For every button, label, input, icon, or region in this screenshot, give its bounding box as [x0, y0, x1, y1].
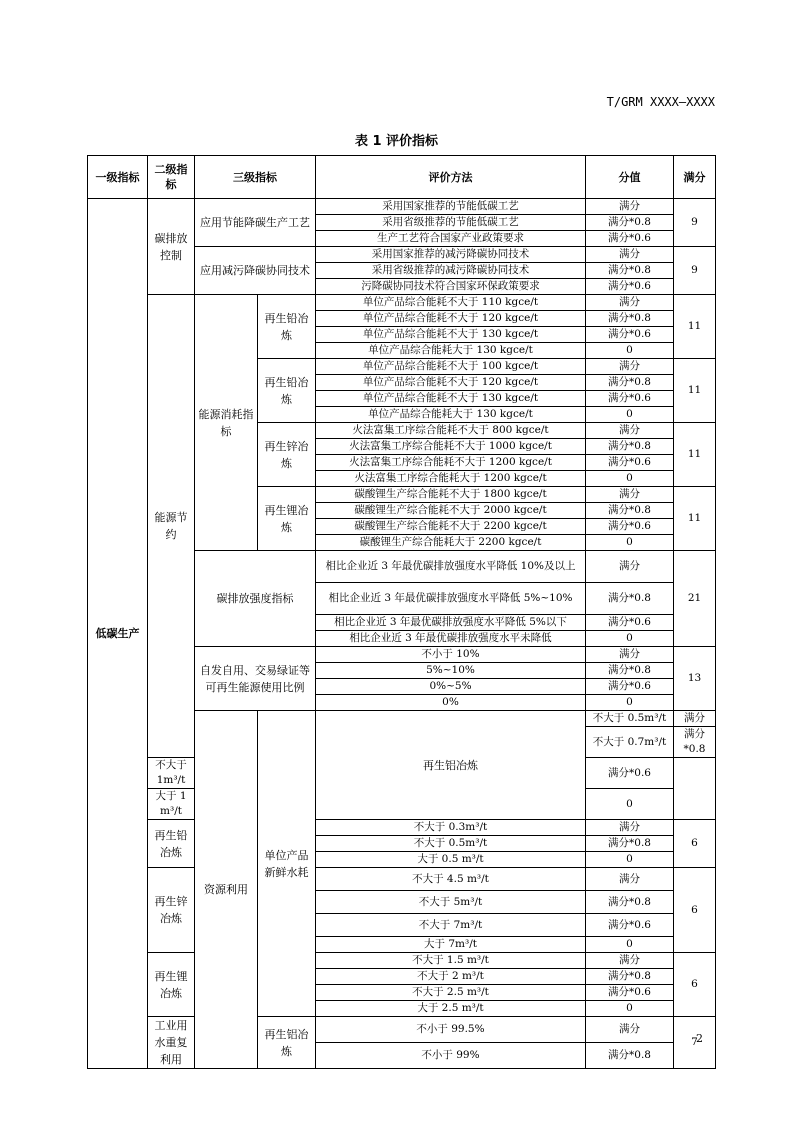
score-cell: 0: [586, 852, 674, 868]
method-cell: 碳酸锂生产综合能耗不大于 2200 kgce/t: [316, 519, 586, 535]
score-cell: 满分*0.6: [586, 615, 674, 631]
method-cell: 不大于 0.3m³/t: [316, 820, 586, 836]
method-cell: 不大于 0.5m³/t: [316, 836, 586, 852]
score-cell: 满分: [586, 423, 674, 439]
method-cell: 碳酸锂生产综合能耗大于 2200 kgce/t: [316, 535, 586, 551]
score-cell: 满分*0.8: [586, 663, 674, 679]
method-cell: 不大于 1.5 m³/t: [316, 953, 586, 969]
method-cell: 火法富集工序综合能耗不大于 1000 kgce/t: [316, 439, 586, 455]
score-cell: 满分*0.8: [586, 1043, 674, 1069]
evaluation-indicator-table: [87, 155, 716, 1069]
method-cell: 碳酸锂生产综合能耗不大于 2000 kgce/t: [316, 503, 586, 519]
score-cell: 满分*0.8: [586, 891, 674, 914]
score-cell: 满分: [586, 247, 674, 263]
score-cell: 满分*0.6: [586, 455, 674, 471]
score-cell: 满分*0.8: [586, 503, 674, 519]
method-cell: 0%~5%: [316, 679, 586, 695]
score-cell: 满分*0.8: [586, 969, 674, 985]
table-row: [88, 868, 716, 891]
method-cell: 单位产品综合能耗不大于 120 kgce/t: [316, 375, 586, 391]
score-cell: 满分: [586, 820, 674, 836]
method-cell: 碳酸锂生产综合能耗不大于 1800 kgce/t: [316, 487, 586, 503]
score-cell: 满分*0.8: [586, 215, 674, 231]
sub-recycled-lithium-smelting: 再生锂冶炼: [258, 487, 316, 551]
score-cell: 满分: [586, 551, 674, 583]
method-cell: 大于 7m³/t: [316, 937, 586, 953]
full-score-cell: 6: [674, 820, 716, 868]
level3-water-reuse: 工业用水重复利用: [148, 1017, 195, 1069]
method-cell: 大于 0.5 m³/t: [316, 852, 586, 868]
method-cell: 火法富集工序综合能耗不大于 800 kgce/t: [316, 423, 586, 439]
score-cell: 满分*0.6: [586, 391, 674, 407]
method-cell: 单位产品综合能耗不大于 120 kgce/t: [316, 311, 586, 327]
score-cell: 0: [586, 535, 674, 551]
full-score-cell: 6: [674, 868, 716, 953]
score-cell: 满分*0.8: [586, 375, 674, 391]
table-row: [88, 295, 716, 311]
col-header-level2: 二级指标: [148, 156, 195, 199]
score-cell: 0: [586, 407, 674, 423]
method-cell: 相比企业近 3 年最优碳排放强度水平未降低: [316, 631, 586, 647]
score-cell: 满分*0.6: [586, 519, 674, 535]
score-cell: 0: [586, 471, 674, 487]
sub-recycled-lead-smelting: 再生铅冶炼: [258, 359, 316, 423]
score-cell: 满分*0.8: [586, 311, 674, 327]
full-score-cell: 9: [674, 199, 716, 247]
full-score-cell: 11: [674, 487, 716, 551]
method-cell: 单位产品综合能耗不大于 100 kgce/t: [316, 359, 586, 375]
level2-energy-saving: 能源节约: [148, 295, 195, 758]
score-cell: 满分: [586, 953, 674, 969]
method-cell: 采用国家推荐的减污降碳协同技术: [316, 247, 586, 263]
sub-recycled-aluminum-smelting: 再生铝冶炼: [316, 711, 586, 820]
method-cell: 单位产品综合能耗不大于 110 kgce/t: [316, 295, 586, 311]
col-header-score: 分值: [586, 156, 674, 199]
sub-recycled-lead-smelting: 再生铅冶炼: [258, 295, 316, 359]
method-cell: 单位产品综合能耗大于 130 kgce/t: [316, 407, 586, 423]
method-cell: 不大于 1m³/t: [148, 758, 195, 789]
level3-energy-saving-process: 应用节能降碳生产工艺: [195, 199, 316, 247]
method-cell: 不大于 2 m³/t: [316, 969, 586, 985]
method-cell: 不大于 4.5 m³/t: [316, 868, 586, 891]
score-cell: 0: [586, 631, 674, 647]
score-cell: 0: [586, 695, 674, 711]
method-cell: 单位产品综合能耗大于 130 kgce/t: [316, 343, 586, 359]
method-cell: 不小于 10%: [316, 647, 586, 663]
table-caption: 表 1 评价指标: [354, 134, 439, 149]
score-cell: 满分*0.6: [586, 679, 674, 695]
level3-fresh-water-consumption: 单位产品新鲜水耗: [258, 711, 316, 1017]
full-score-cell: 9: [674, 247, 716, 295]
full-score-cell: 7: [674, 1017, 716, 1069]
score-cell: 满分*0.6: [586, 758, 674, 789]
sub-recycled-lead-smelting: 再生铅冶炼: [148, 820, 195, 868]
level3-renewable-ratio: 自发自用、交易绿证等可再生能源使用比例: [195, 647, 316, 711]
score-cell: 满分: [586, 295, 674, 311]
score-cell: 满分*0.6: [586, 279, 674, 295]
method-cell: 不大于 0.5m³/t: [586, 711, 674, 727]
document-code: T/GRM XXXX—XXXX: [606, 95, 715, 109]
full-score-cell: 13: [674, 647, 716, 711]
full-score-cell: 21: [674, 551, 716, 647]
table-row: [88, 199, 716, 215]
score-cell: 满分*0.6: [586, 231, 674, 247]
col-header-level3: 三级指标: [195, 156, 316, 199]
score-cell: 满分: [586, 359, 674, 375]
method-cell: 大于 1 m³/t: [148, 789, 195, 820]
score-cell: 0: [586, 343, 674, 359]
method-cell: 不小于 99.5%: [316, 1017, 586, 1043]
score-cell: 0: [586, 789, 674, 820]
score-cell: 满分*0.8: [586, 583, 674, 615]
method-cell: 不大于 2.5 m³/t: [316, 985, 586, 1001]
level3-pollution-carbon-synergy: 应用减污降碳协同技术: [195, 247, 316, 295]
level2-resource-utilization: 资源利用: [195, 711, 258, 1069]
score-cell: 0: [586, 937, 674, 953]
col-header-level1: 一级指标: [88, 156, 148, 199]
score-cell: 满分: [674, 711, 716, 727]
table-row: [88, 1017, 716, 1043]
col-header-method: 评价方法: [316, 156, 586, 199]
score-cell: 满分: [586, 487, 674, 503]
full-score-cell: 11: [674, 295, 716, 359]
table-row: [88, 820, 716, 836]
method-cell: 5%~10%: [316, 663, 586, 679]
sub-recycled-aluminum-smelting: 再生铝冶炼: [258, 1017, 316, 1069]
score-cell: 满分*0.8: [586, 439, 674, 455]
score-cell: 0: [586, 1001, 674, 1017]
method-cell: 单位产品综合能耗不大于 130 kgce/t: [316, 391, 586, 407]
level3-carbon-intensity: 碳排放强度指标: [195, 551, 316, 647]
score-cell: 满分*0.6: [586, 914, 674, 937]
full-score-cell: 6: [674, 953, 716, 1017]
score-cell: 满分*0.8: [586, 263, 674, 279]
method-cell: 大于 2.5 m³/t: [316, 1001, 586, 1017]
sub-recycled-lithium-smelting: 再生锂冶炼: [148, 953, 195, 1017]
full-score-cell: 11: [674, 423, 716, 487]
method-cell: 采用省级推荐的减污降碳协同技术: [316, 263, 586, 279]
level2-carbon-control: 碳排放控制: [148, 199, 195, 295]
method-cell: 0%: [316, 695, 586, 711]
method-cell: 采用省级推荐的节能低碳工艺: [316, 215, 586, 231]
method-cell: 生产工艺符合国家产业政策要求: [316, 231, 586, 247]
method-cell: 相比企业近 3 年最优碳排放强度水平降低 5%~10%: [316, 583, 586, 615]
score-cell: 满分*0.6: [586, 327, 674, 343]
score-cell: 满分: [586, 1017, 674, 1043]
sub-recycled-zinc-smelting: 再生锌冶炼: [258, 423, 316, 487]
method-cell: 不小于 99%: [316, 1043, 586, 1069]
col-header-full-score: 满分: [674, 156, 716, 199]
score-cell: 满分*0.8: [586, 836, 674, 852]
method-cell: 火法富集工序综合能耗大于 1200 kgce/t: [316, 471, 586, 487]
method-cell: 火法富集工序综合能耗不大于 1200 kgce/t: [316, 455, 586, 471]
score-cell: 满分*0.8: [674, 727, 716, 758]
sub-recycled-zinc-smelting: 再生锌冶炼: [148, 868, 195, 953]
method-cell: 相比企业近 3 年最优碳排放强度水平降低 5%以下: [316, 615, 586, 631]
level1-cell: 低碳生产: [88, 199, 148, 1069]
method-cell: 不大于 7m³/t: [316, 914, 586, 937]
table-row: [88, 953, 716, 969]
level3-energy-consumption: 能源消耗指标: [195, 295, 258, 551]
score-cell: 满分: [586, 868, 674, 891]
score-cell: 满分: [586, 199, 674, 215]
score-cell: 满分: [586, 647, 674, 663]
method-cell: 相比企业近 3 年最优碳排放强度水平降低 10%及以上: [316, 551, 586, 583]
full-score-cell: 11: [674, 359, 716, 423]
method-cell: 不大于 5m³/t: [316, 891, 586, 914]
score-cell: 满分*0.6: [586, 985, 674, 1001]
method-cell: 单位产品综合能耗不大于 130 kgce/t: [316, 327, 586, 343]
page-number: 2: [696, 1032, 703, 1045]
table-header-row: [88, 156, 716, 199]
method-cell: 采用国家推荐的节能低碳工艺: [316, 199, 586, 215]
method-cell: 污降碳协同技术符合国家环保政策要求: [316, 279, 586, 295]
method-cell: 不大于 0.7m³/t: [586, 727, 674, 758]
